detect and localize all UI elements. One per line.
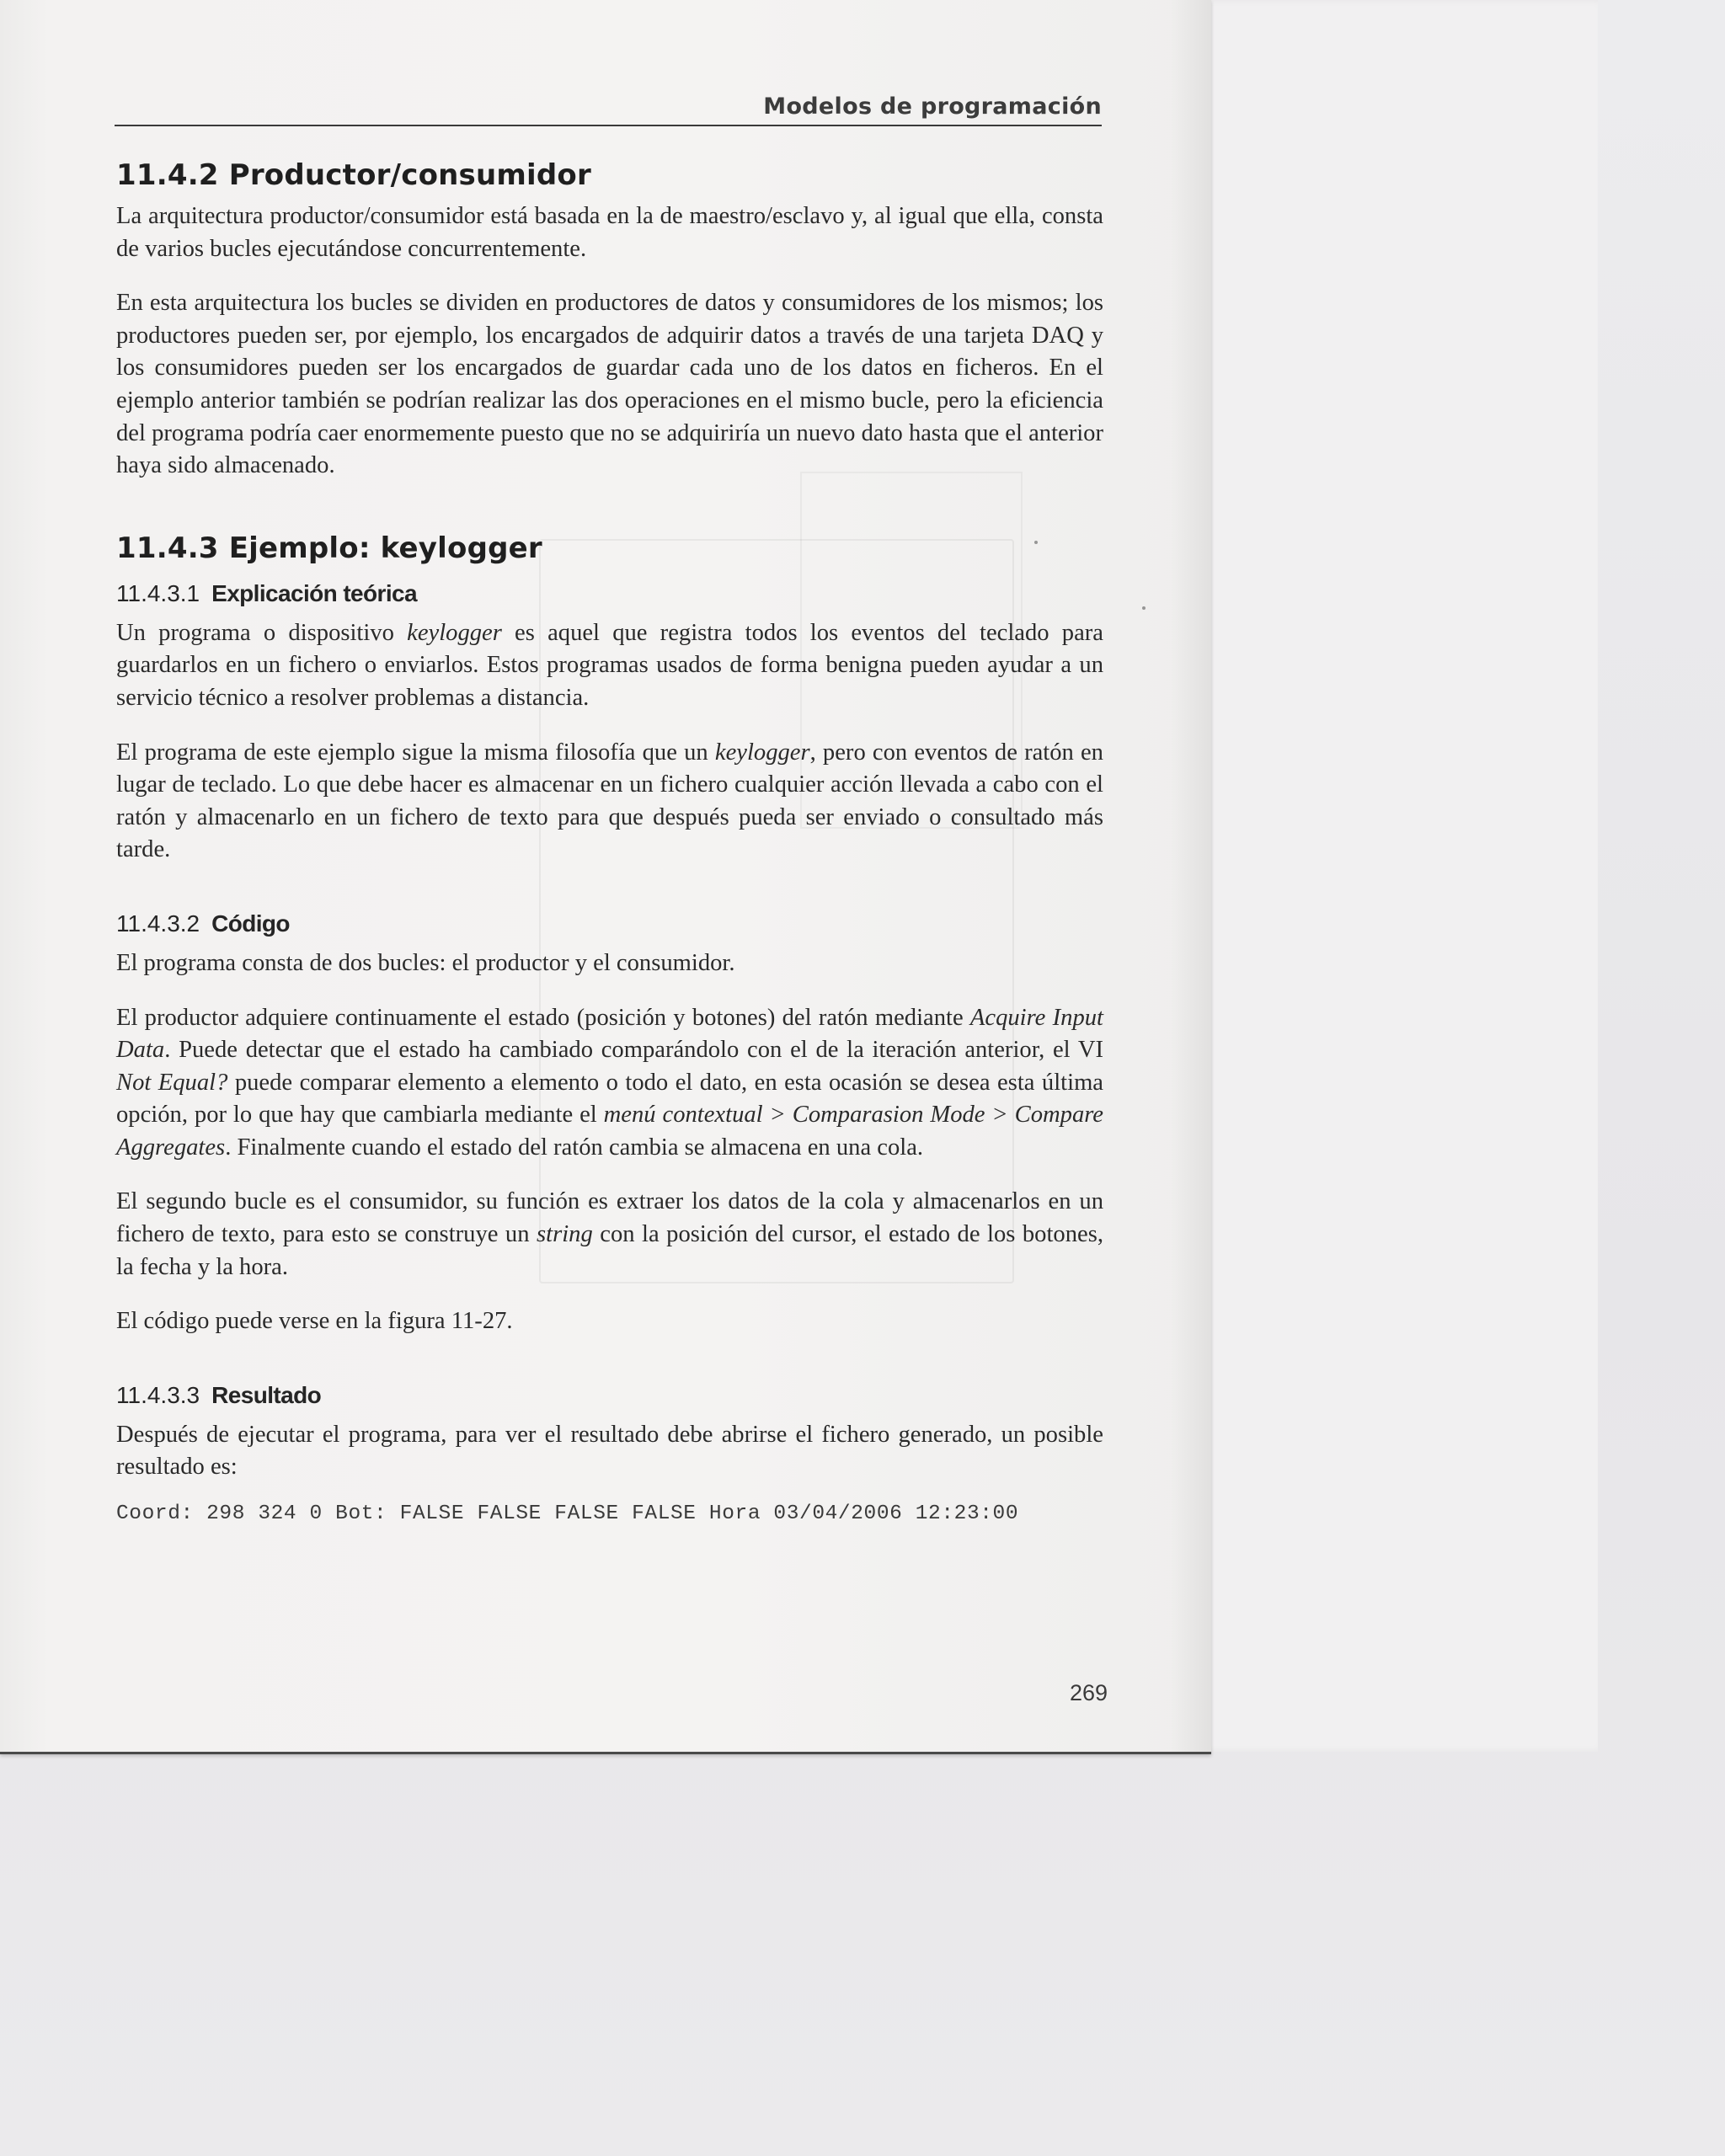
paragraph: El código puede verse en la figura 11-27. — [116, 1308, 513, 1335]
page-number: 269 — [1070, 1680, 1108, 1705]
running-header-title: Modelos de programación — [763, 93, 1102, 120]
subsection-title: Explicación teórica — [211, 579, 417, 606]
paragraph: El productor adquiere continuamente el estado (posición y botones) del ratón mediante Acquire Input Data. Puede detectar que el estado ha cambiado comparándolo con el de la iteración anterior, el VI Not Equal? puede comparar elemento a elemento o todo el dato, en esta ocasión se desea esta última opción, por lo que hay que cambiarla mediante el menú contextual > Comparasion Mode > Compare Aggregates. Finalmente cuando el estado del ratón cambia se almacena en una cola. — [116, 1004, 1103, 1161]
code-output-line: Coord: 298 324 0 Bot: FALSE FALSE FALSE FALSE Hora 03/04/2006 12:23:00 — [116, 1502, 1019, 1526]
paragraph: El segundo bucle es el consumidor, su función es extraer los datos de la cola y almacenarlos en un fichero de texto, para esto se construye un string con la posición del cursor, el estado de los botones, la fecha y la hora. — [116, 1188, 1103, 1280]
subsection-number: 11.4.3.1 — [116, 579, 200, 606]
scan-speck — [1142, 606, 1146, 610]
paragraph: En esta arquitectura los bucles se dividen en productores de datos y consumidores de los mismos; los productores pueden ser, por ejemplo, los encargados de adquirir datos a través de una tarjeta DAQ y los consumidores pueden ser los encargados de guardar cada uno de los datos en ficheros. En el ejemplo anterior también se podrían realizar las dos operaciones en el mismo bucle, pero la eficiencia del programa podría caer enormemente puesto que no se adquiriría un nuevo dato hasta que el anterior haya sido almacenado. — [116, 290, 1103, 479]
paragraph: Un programa o dispositivo keylogger es aquel que registra todos los eventos del teclado para guardarlos en un fichero o enviarlos. Estos programas usados de forma benigna pueden ayudar a un servicio técnico a resolver problemas a distancia. — [116, 619, 1103, 711]
subsection-heading-11-4-3-3 — [116, 1382, 1103, 1409]
paragraph: Después de ejecutar el programa, para ver el resultado debe abrirse el fichero generado, un posible resultado es: — [116, 1421, 1103, 1481]
running-header — [115, 88, 1102, 126]
subsection-number: 11.4.3.3 — [116, 1381, 200, 1408]
subsection-heading-11-4-3-2 — [116, 910, 1103, 937]
paragraph: El programa de este ejemplo sigue la misma filosofía que un keylogger, pero con eventos de ratón en lugar de teclado. Lo que debe hacer es almacenar en un fichero cualquier acción llevada a cabo con el ratón y almacenarlo en un fichero de texto para que después pueda ser enviado o consultado más tarde. — [116, 739, 1103, 863]
paragraph: El programa consta de dos bucles: el productor y el consumidor. — [116, 949, 735, 976]
page-content — [116, 158, 1103, 1525]
subsection-heading-11-4-3-1 — [116, 580, 1103, 607]
paragraph: La arquitectura productor/consumidor está basada en la de maestro/esclavo y, al igual que ella, consta de varios bucles ejecutándose concurrentemente. — [116, 203, 1103, 262]
subsection-title: Resultado — [211, 1381, 322, 1408]
section-heading-11-4-3: 11.4.3 Ejemplo: keylogger — [116, 531, 542, 565]
subsection-title: Código — [211, 910, 290, 937]
page-edge-shadow — [1171, 0, 1211, 1752]
subsection-number: 11.4.3.2 — [116, 910, 200, 937]
section-heading-11-4-2: 11.4.2 Productor/consumidor — [116, 158, 591, 192]
adjacent-sheet — [1171, 0, 1598, 1752]
